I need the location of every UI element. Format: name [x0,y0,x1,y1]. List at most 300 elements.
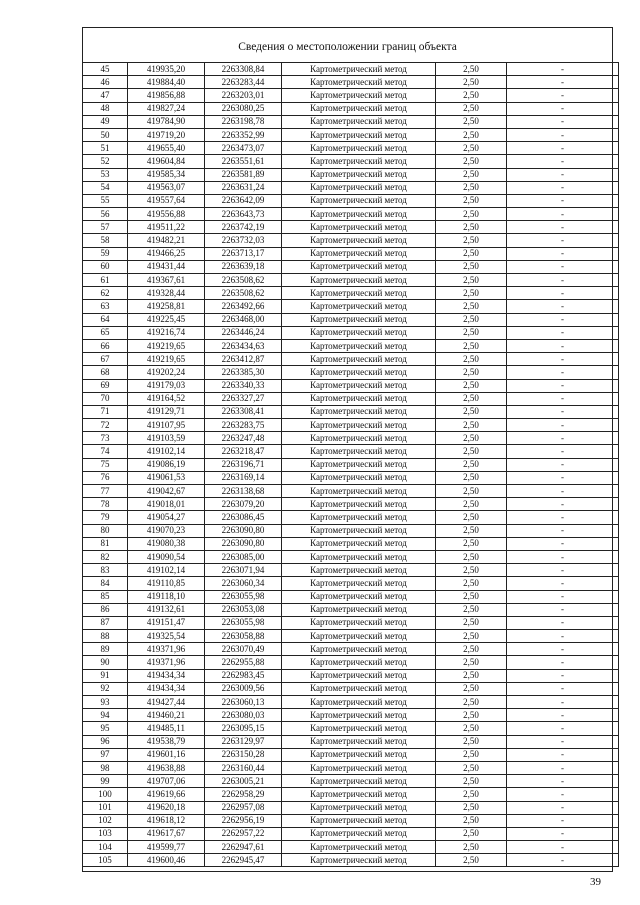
cell-coord-y: 2263129,97 [205,735,282,748]
cell-note: - [507,445,619,458]
cell-coord-y: 2263732,03 [205,234,282,247]
cell-note: - [507,775,619,788]
cell-coord-y: 2262947,61 [205,841,282,854]
table-row [83,392,619,405]
cell-point-number: 80 [83,524,128,537]
cell-accuracy: 2,50 [436,630,507,643]
cell-note: - [507,168,619,181]
table-row [83,326,619,339]
cell-note: - [507,590,619,603]
cell-accuracy: 2,50 [436,128,507,141]
table-row [83,498,619,511]
cell-accuracy: 2,50 [436,827,507,840]
cell-point-number: 77 [83,485,128,498]
cell-point-number: 95 [83,722,128,735]
cell-accuracy: 2,50 [436,76,507,89]
cell-coord-y: 2263643,73 [205,208,282,221]
cell-point-number: 91 [83,669,128,682]
cell-accuracy: 2,50 [436,287,507,300]
cell-accuracy: 2,50 [436,300,507,313]
cell-accuracy: 2,50 [436,445,507,458]
cell-coord-y: 2263080,03 [205,709,282,722]
cell-coord-y: 2263060,34 [205,577,282,590]
cell-accuracy: 2,50 [436,854,507,867]
cell-method: Картометрический метод [282,696,436,709]
cell-accuracy: 2,50 [436,748,507,761]
cell-note: - [507,630,619,643]
cell-accuracy: 2,50 [436,498,507,511]
cell-note: - [507,366,619,379]
table-row [83,471,619,484]
cell-coord-y: 2263412,87 [205,353,282,366]
cell-point-number: 103 [83,827,128,840]
cell-point-number: 65 [83,326,128,339]
cell-coord-x: 419617,67 [128,827,205,840]
cell-coord-y: 2263492,66 [205,300,282,313]
cell-point-number: 67 [83,353,128,366]
cell-method: Картометрический метод [282,89,436,102]
cell-coord-x: 419619,66 [128,788,205,801]
cell-coord-x: 419102,14 [128,445,205,458]
cell-note: - [507,247,619,260]
cell-accuracy: 2,50 [436,221,507,234]
cell-point-number: 82 [83,550,128,563]
table-row [83,353,619,366]
cell-coord-y: 2263639,18 [205,260,282,273]
cell-coord-x: 419118,10 [128,590,205,603]
cell-coord-x: 419618,12 [128,814,205,827]
coordinates-table [82,62,619,867]
cell-note: - [507,735,619,748]
cell-coord-x: 419070,23 [128,524,205,537]
cell-point-number: 45 [83,63,128,76]
cell-method: Картометрический метод [282,366,436,379]
table-row [83,775,619,788]
cell-note: - [507,194,619,207]
cell-coord-x: 419328,44 [128,287,205,300]
cell-point-number: 58 [83,234,128,247]
cell-coord-x: 419061,53 [128,471,205,484]
cell-point-number: 89 [83,643,128,656]
cell-method: Картометрический метод [282,643,436,656]
cell-note: - [507,748,619,761]
cell-point-number: 73 [83,432,128,445]
cell-note: - [507,841,619,854]
cell-note: - [507,722,619,735]
cell-coord-x: 419557,64 [128,194,205,207]
cell-note: - [507,471,619,484]
cell-note: - [507,115,619,128]
cell-point-number: 63 [83,300,128,313]
cell-method: Картометрический метод [282,168,436,181]
cell-note: - [507,419,619,432]
cell-accuracy: 2,50 [436,603,507,616]
table-row [83,208,619,221]
table-row [83,854,619,867]
cell-accuracy: 2,50 [436,63,507,76]
cell-coord-y: 2263071,94 [205,564,282,577]
cell-accuracy: 2,50 [436,194,507,207]
cell-accuracy: 2,50 [436,761,507,774]
cell-method: Картометрический метод [282,537,436,550]
cell-coord-x: 419482,21 [128,234,205,247]
cell-coord-x: 419620,18 [128,801,205,814]
cell-method: Картометрический метод [282,379,436,392]
cell-note: - [507,142,619,155]
cell-method: Картометрический метод [282,603,436,616]
cell-coord-y: 2263169,14 [205,471,282,484]
cell-accuracy: 2,50 [436,590,507,603]
cell-method: Картометрический метод [282,234,436,247]
cell-note: - [507,709,619,722]
cell-point-number: 87 [83,616,128,629]
cell-coord-y: 2263631,24 [205,181,282,194]
table-row [83,643,619,656]
cell-method: Картометрический метод [282,274,436,287]
cell-point-number: 85 [83,590,128,603]
cell-accuracy: 2,50 [436,801,507,814]
cell-coord-x: 419202,24 [128,366,205,379]
page-number: 39 [590,876,601,888]
cell-coord-x: 419090,54 [128,550,205,563]
cell-point-number: 99 [83,775,128,788]
cell-point-number: 46 [83,76,128,89]
cell-accuracy: 2,50 [436,313,507,326]
cell-accuracy: 2,50 [436,181,507,194]
cell-point-number: 90 [83,656,128,669]
table-row [83,168,619,181]
cell-note: - [507,761,619,774]
table-row [83,405,619,418]
table-row [83,682,619,695]
cell-point-number: 83 [83,564,128,577]
cell-note: - [507,260,619,273]
cell-method: Картометрический метод [282,155,436,168]
cell-method: Картометрический метод [282,735,436,748]
cell-coord-y: 2263581,89 [205,168,282,181]
table-row [83,577,619,590]
cell-coord-y: 2263005,21 [205,775,282,788]
table-row [83,458,619,471]
cell-accuracy: 2,50 [436,524,507,537]
cell-method: Картометрический метод [282,142,436,155]
table-row [83,524,619,537]
cell-method: Картометрический метод [282,590,436,603]
cell-accuracy: 2,50 [436,656,507,669]
cell-accuracy: 2,50 [436,432,507,445]
cell-note: - [507,313,619,326]
cell-coord-y: 2263468,00 [205,313,282,326]
cell-accuracy: 2,50 [436,208,507,221]
cell-coord-x: 419784,90 [128,115,205,128]
cell-coord-y: 2263086,45 [205,511,282,524]
cell-note: - [507,656,619,669]
cell-method: Картометрический метод [282,748,436,761]
cell-coord-y: 2263508,62 [205,274,282,287]
table-row [83,669,619,682]
cell-note: - [507,827,619,840]
cell-coord-x: 419219,65 [128,353,205,366]
cell-coord-x: 419258,81 [128,300,205,313]
cell-accuracy: 2,50 [436,102,507,115]
cell-method: Картометрический метод [282,102,436,115]
cell-coord-y: 2262958,29 [205,788,282,801]
cell-coord-x: 419601,16 [128,748,205,761]
cell-coord-x: 419132,61 [128,603,205,616]
cell-method: Картометрический метод [282,353,436,366]
cell-method: Картометрический метод [282,656,436,669]
cell-point-number: 64 [83,313,128,326]
table-row [83,722,619,735]
cell-note: - [507,63,619,76]
cell-note: - [507,603,619,616]
cell-point-number: 102 [83,814,128,827]
cell-note: - [507,458,619,471]
cell-point-number: 49 [83,115,128,128]
cell-coord-y: 2263090,80 [205,537,282,550]
cell-note: - [507,287,619,300]
cell-coord-x: 419563,07 [128,181,205,194]
cell-accuracy: 2,50 [436,339,507,352]
cell-point-number: 100 [83,788,128,801]
cell-accuracy: 2,50 [436,788,507,801]
cell-method: Картометрический метод [282,761,436,774]
cell-coord-y: 2263218,47 [205,445,282,458]
cell-method: Картометрический метод [282,115,436,128]
cell-point-number: 66 [83,339,128,352]
cell-coord-x: 419102,14 [128,564,205,577]
cell-accuracy: 2,50 [436,89,507,102]
cell-note: - [507,181,619,194]
cell-coord-y: 2262983,45 [205,669,282,682]
cell-coord-x: 419485,11 [128,722,205,735]
cell-point-number: 72 [83,419,128,432]
table-row [83,89,619,102]
cell-accuracy: 2,50 [436,682,507,695]
cell-coord-x: 419179,03 [128,379,205,392]
cell-method: Картометрический метод [282,392,436,405]
cell-coord-x: 419707,06 [128,775,205,788]
cell-coord-x: 419856,88 [128,89,205,102]
cell-method: Картометрический метод [282,775,436,788]
cell-point-number: 57 [83,221,128,234]
cell-coord-y: 2263085,00 [205,550,282,563]
cell-accuracy: 2,50 [436,392,507,405]
cell-note: - [507,89,619,102]
cell-point-number: 97 [83,748,128,761]
table-row [83,102,619,115]
cell-coord-y: 2263070,49 [205,643,282,656]
cell-note: - [507,102,619,115]
cell-coord-x: 419018,01 [128,498,205,511]
cell-accuracy: 2,50 [436,405,507,418]
table-row [83,419,619,432]
cell-point-number: 54 [83,181,128,194]
table-row [83,63,619,76]
cell-coord-y: 2263642,09 [205,194,282,207]
table-row [83,445,619,458]
cell-coord-x: 419638,88 [128,761,205,774]
cell-method: Картометрический метод [282,564,436,577]
cell-note: - [507,221,619,234]
cell-accuracy: 2,50 [436,669,507,682]
cell-note: - [507,339,619,352]
table-row [83,379,619,392]
cell-point-number: 94 [83,709,128,722]
cell-accuracy: 2,50 [436,260,507,273]
cell-point-number: 62 [83,287,128,300]
cell-point-number: 56 [83,208,128,221]
cell-note: - [507,511,619,524]
cell-point-number: 98 [83,761,128,774]
cell-coord-y: 2263308,84 [205,63,282,76]
cell-coord-y: 2263079,20 [205,498,282,511]
cell-accuracy: 2,50 [436,419,507,432]
table-row [83,696,619,709]
cell-coord-x: 419042,67 [128,485,205,498]
cell-accuracy: 2,50 [436,722,507,735]
cell-point-number: 60 [83,260,128,273]
cell-coord-x: 419599,77 [128,841,205,854]
cell-coord-y: 2263508,62 [205,287,282,300]
cell-coord-y: 2263150,28 [205,748,282,761]
cell-accuracy: 2,50 [436,168,507,181]
cell-accuracy: 2,50 [436,353,507,366]
cell-accuracy: 2,50 [436,537,507,550]
table-row [83,76,619,89]
cell-coord-y: 2263713,17 [205,247,282,260]
table-row [83,313,619,326]
cell-point-number: 84 [83,577,128,590]
cell-accuracy: 2,50 [436,775,507,788]
cell-coord-x: 419655,40 [128,142,205,155]
cell-method: Картометрический метод [282,194,436,207]
table-row [83,761,619,774]
cell-accuracy: 2,50 [436,814,507,827]
table-row [83,155,619,168]
cell-coord-x: 419434,34 [128,669,205,682]
table-row [83,590,619,603]
cell-accuracy: 2,50 [436,485,507,498]
cell-point-number: 79 [83,511,128,524]
cell-accuracy: 2,50 [436,550,507,563]
cell-point-number: 96 [83,735,128,748]
table-row [83,247,619,260]
cell-accuracy: 2,50 [436,709,507,722]
cell-note: - [507,405,619,418]
cell-note: - [507,432,619,445]
cell-note: - [507,696,619,709]
cell-coord-y: 2263283,44 [205,76,282,89]
cell-coord-y: 2263327,27 [205,392,282,405]
cell-method: Картометрический метод [282,485,436,498]
cell-point-number: 70 [83,392,128,405]
cell-note: - [507,326,619,339]
document-title: Сведения о местоположении границ объекта [83,28,612,63]
cell-note: - [507,76,619,89]
cell-accuracy: 2,50 [436,511,507,524]
cell-coord-y: 2263308,41 [205,405,282,418]
cell-point-number: 74 [83,445,128,458]
table-row [83,656,619,669]
cell-method: Картометрический метод [282,577,436,590]
cell-note: - [507,682,619,695]
cell-coord-y: 2262956,19 [205,814,282,827]
table-row [83,748,619,761]
cell-coord-x: 419604,84 [128,155,205,168]
table-row [83,827,619,840]
cell-method: Картометрический метод [282,326,436,339]
cell-coord-y: 2263138,68 [205,485,282,498]
cell-point-number: 51 [83,142,128,155]
cell-accuracy: 2,50 [436,155,507,168]
cell-method: Картометрический метод [282,841,436,854]
cell-accuracy: 2,50 [436,326,507,339]
cell-coord-y: 2263055,98 [205,616,282,629]
cell-method: Картометрический метод [282,854,436,867]
cell-coord-y: 2263095,15 [205,722,282,735]
cell-method: Картометрический метод [282,682,436,695]
table-row [83,550,619,563]
cell-method: Картометрический метод [282,498,436,511]
cell-point-number: 69 [83,379,128,392]
cell-coord-y: 2263352,99 [205,128,282,141]
cell-coord-x: 419107,95 [128,419,205,432]
cell-method: Картометрический метод [282,405,436,418]
cell-method: Картометрический метод [282,814,436,827]
cell-point-number: 86 [83,603,128,616]
cell-method: Картометрический метод [282,788,436,801]
cell-method: Картометрический метод [282,300,436,313]
cell-accuracy: 2,50 [436,366,507,379]
cell-coord-x: 419511,22 [128,221,205,234]
table-row [83,709,619,722]
table-row [83,339,619,352]
cell-note: - [507,814,619,827]
cell-method: Картометрический метод [282,313,436,326]
cell-method: Картометрический метод [282,616,436,629]
cell-method: Картометрический метод [282,801,436,814]
cell-coord-y: 2263053,08 [205,603,282,616]
cell-note: - [507,788,619,801]
cell-note: - [507,485,619,498]
cell-note: - [507,577,619,590]
cell-method: Картометрический метод [282,827,436,840]
cell-accuracy: 2,50 [436,115,507,128]
cell-point-number: 48 [83,102,128,115]
cell-note: - [507,155,619,168]
cell-note: - [507,669,619,682]
table-row [83,630,619,643]
cell-method: Картометрический метод [282,339,436,352]
cell-coord-y: 2263385,30 [205,366,282,379]
cell-coord-x: 419080,38 [128,537,205,550]
table-row [83,300,619,313]
cell-method: Картометрический метод [282,630,436,643]
cell-method: Картометрический метод [282,128,436,141]
cell-coord-y: 2263080,25 [205,102,282,115]
cell-coord-x: 419460,21 [128,709,205,722]
table-row [83,128,619,141]
cell-accuracy: 2,50 [436,247,507,260]
table-row [83,234,619,247]
cell-coord-x: 419827,24 [128,102,205,115]
cell-note: - [507,128,619,141]
table-row [83,564,619,577]
table-row [83,287,619,300]
cell-coord-x: 419585,34 [128,168,205,181]
cell-coord-x: 419538,79 [128,735,205,748]
